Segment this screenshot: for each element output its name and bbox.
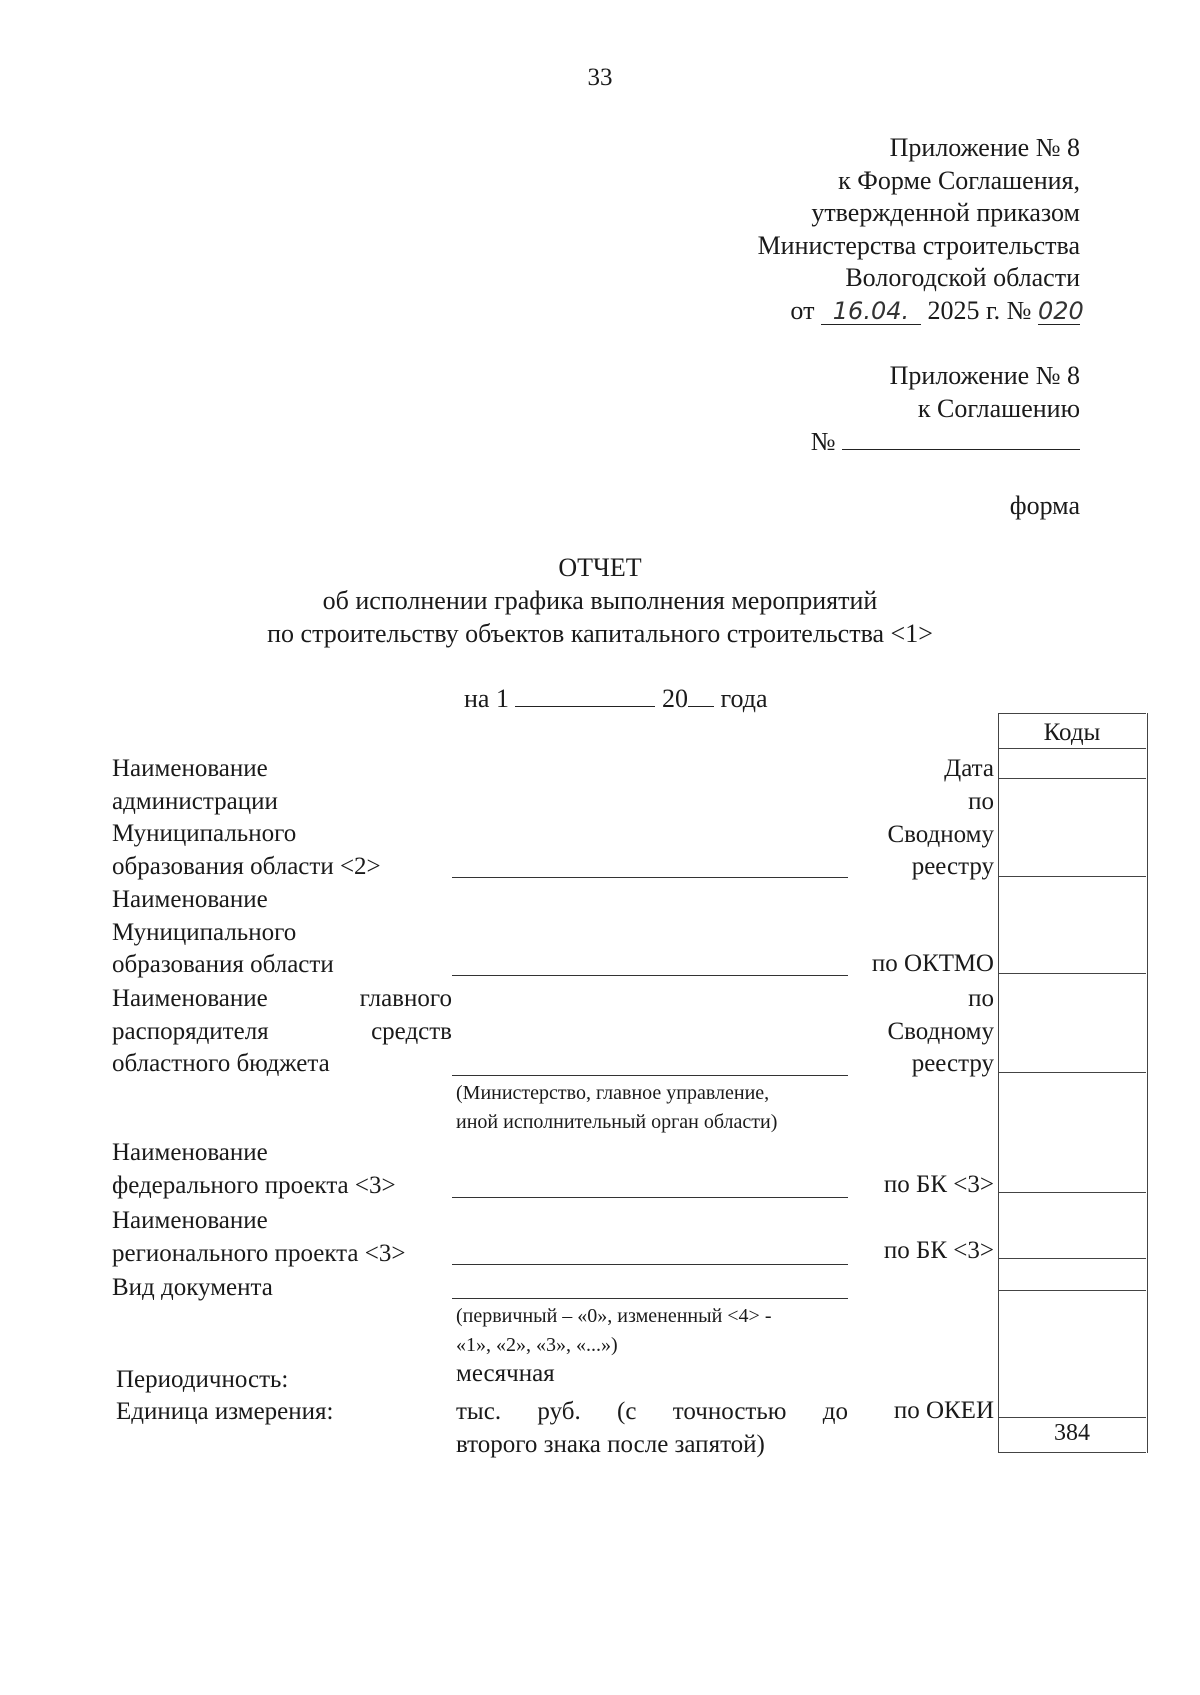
codes-divider [998, 1192, 1146, 1193]
label-line [112, 1016, 452, 1049]
note-line: (Министерство, главное управление, [456, 1082, 770, 1104]
doc-type-input-line[interactable] [452, 1298, 848, 1299]
number-prefix: № [810, 427, 836, 456]
oktmo-label: по ОКТМО [871, 950, 994, 977]
label-line: регионального проекта <3> [112, 1239, 406, 1267]
report-month-blank [515, 682, 655, 707]
report-subtitle-1: об исполнении графика выполнения мероприятий [322, 586, 878, 615]
label-line: по [968, 985, 994, 1012]
appendix-order-line1: Приложение № 8 [889, 133, 1080, 162]
report-date-prefix: на 1 [464, 684, 509, 713]
label-line: образования области [112, 951, 334, 978]
appendix-agreement-block [811, 360, 1080, 459]
codes-divider [998, 973, 1146, 974]
appendix-agreement-line2: к Соглашению [917, 393, 1080, 423]
form-label: форма [1009, 491, 1080, 520]
label-word: Наименование [112, 985, 268, 1012]
label-line: Муниципального [112, 820, 297, 847]
appendix-order-line5: Вологодской области [845, 263, 1080, 292]
bk-label-2: по БК <3> [883, 1237, 994, 1264]
report-date-line [464, 682, 768, 714]
unit-label: Единица измерения: [116, 1398, 334, 1425]
codes-divider [998, 1417, 1146, 1418]
date-code-label: Дата [944, 755, 994, 782]
unit-value-line: тыс. руб. (с точностью до [456, 1398, 848, 1425]
handwritten-number: 020 [1038, 296, 1084, 325]
mo-name-input-line[interactable] [452, 975, 848, 976]
label-word: средств [371, 1017, 452, 1045]
fed-project-label [112, 1137, 396, 1202]
okei-label: по ОКЕИ [893, 1397, 994, 1424]
report-year-suffix: года [720, 684, 768, 713]
periodicity-value: месячная [456, 1360, 555, 1387]
appendix-order-block [757, 132, 1084, 327]
svod-reestr-label-1 [887, 786, 994, 884]
label-line: администрации [112, 787, 278, 815]
svod-reestr-label-2 [887, 983, 994, 1081]
label-line: федерального проекта <3> [112, 1171, 396, 1199]
label-line: по [968, 788, 994, 815]
year-text: 2025 г. № [927, 295, 1032, 325]
codes-divider [998, 1452, 1146, 1453]
label-line: реестру [911, 1050, 994, 1077]
note-line: «1», «2», «3», «...») [456, 1334, 618, 1356]
codes-divider [998, 876, 1146, 877]
reg-project-input-line[interactable] [452, 1264, 848, 1265]
bk-label-1: по БК <3> [883, 1171, 994, 1198]
gr-note [456, 1079, 777, 1137]
okei-code: 384 [1054, 1420, 1090, 1446]
label-line: Сводному [887, 820, 994, 848]
agreement-number-line [811, 425, 1080, 459]
label-word: распорядителя [112, 1017, 269, 1045]
codes-divider [998, 1290, 1146, 1291]
codes-divider [998, 748, 1146, 749]
appendix-order-line2: к Форме Соглашения, [838, 165, 1080, 195]
label-line: Наименование [112, 886, 268, 913]
handwritten-date: 16.04. [821, 298, 921, 325]
admin-name-label [112, 753, 381, 883]
reg-project-label [112, 1205, 405, 1270]
note-line: иной исполнительный орган области) [456, 1111, 778, 1133]
fed-project-input-line[interactable] [452, 1197, 848, 1198]
unit-value [456, 1396, 848, 1461]
report-subtitle-2: по строительству объектов капитального строительства <1> [267, 619, 933, 648]
label-line [112, 983, 452, 1016]
page-number: 33 [587, 64, 613, 91]
label-line: Наименование [112, 1207, 268, 1234]
report-title: ОТЧЕТ [558, 553, 642, 582]
agreement-number-blank [842, 425, 1080, 450]
gr-name-label [112, 983, 452, 1081]
admin-name-input-line[interactable] [452, 877, 848, 878]
periodicity-label: Периодичность: [116, 1366, 289, 1393]
codes-column [998, 713, 1148, 1453]
label-line: реестру [911, 853, 994, 880]
codes-divider [998, 1072, 1146, 1073]
appendix-agreement-line1: Приложение № 8 [889, 361, 1080, 390]
gr-name-input-line[interactable] [452, 1075, 848, 1076]
label-line: образования области <2> [112, 852, 381, 880]
mo-name-label [112, 884, 334, 982]
appendix-order-line3: утвержденной приказом [811, 198, 1080, 227]
note-line: (первичный – «0», измененный <4> - [456, 1305, 772, 1327]
appendix-order-date-line [758, 295, 1084, 328]
report-year-prefix: 20 [661, 684, 688, 713]
codes-header: Коды [998, 713, 1146, 749]
label-line: Наименование [112, 755, 268, 782]
label-line: Сводному [887, 1017, 994, 1045]
unit-value-line: второго знака после запятой) [456, 1430, 765, 1458]
codes-divider [998, 1258, 1146, 1259]
appendix-order-line4: Министерства строительства [757, 230, 1080, 260]
label-line: областного бюджета [112, 1050, 330, 1077]
label-word: главного [359, 985, 452, 1012]
label-line: Муниципального [112, 918, 297, 946]
label-line: Наименование [112, 1139, 268, 1166]
report-year-blank [688, 682, 714, 707]
codes-divider [998, 778, 1146, 779]
doc-note [456, 1302, 848, 1360]
date-prefix: от [790, 295, 815, 325]
doc-type-label: Вид документа [112, 1274, 273, 1301]
